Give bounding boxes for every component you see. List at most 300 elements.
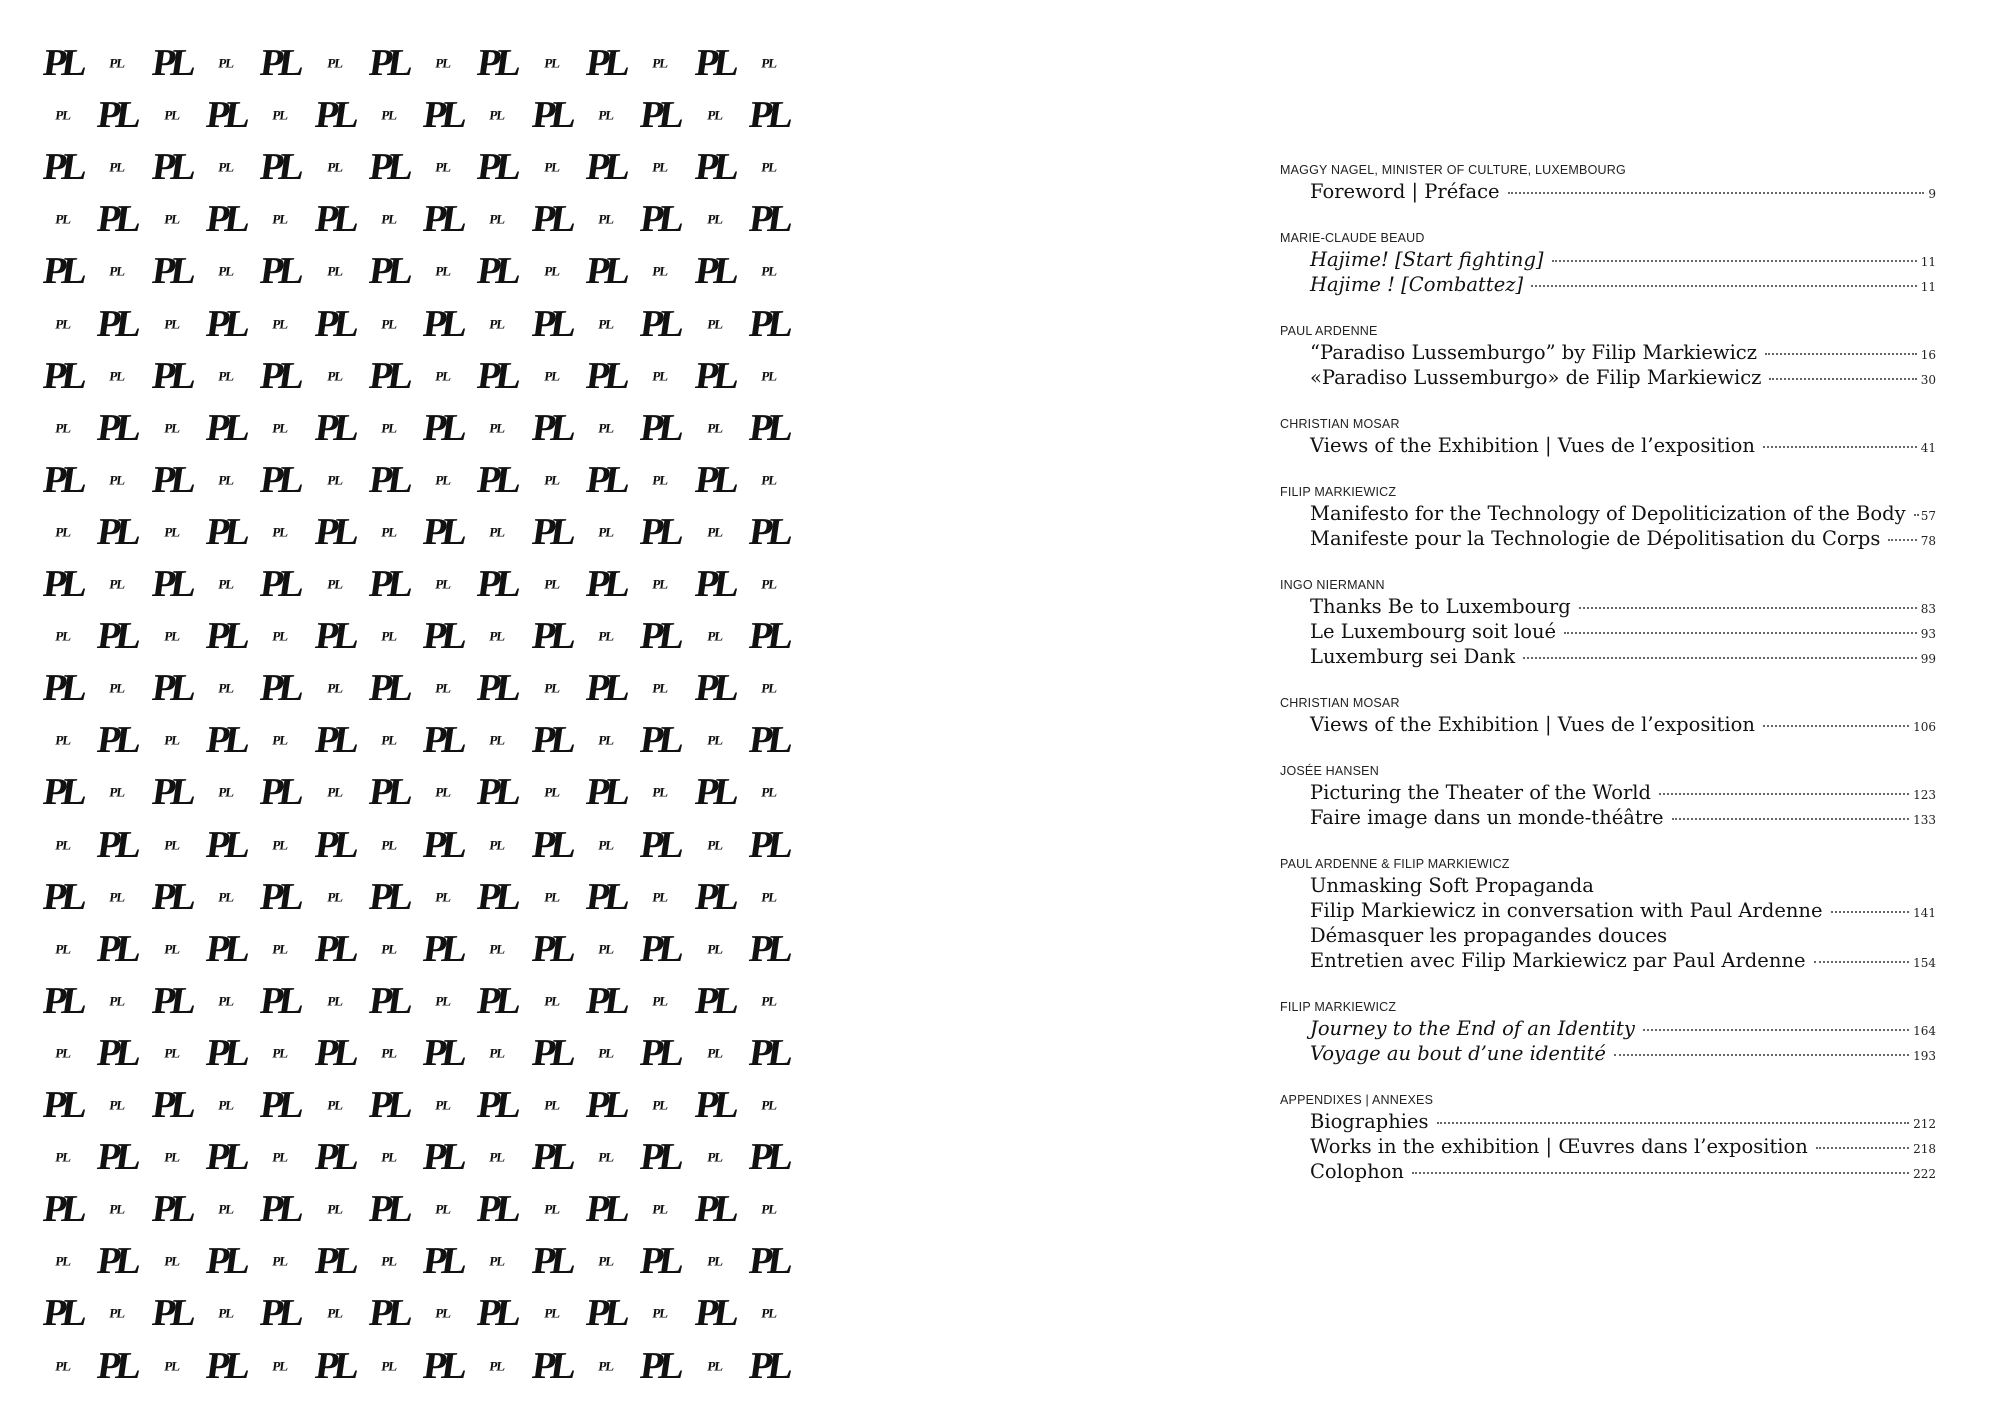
pl-monogram-small: PL bbox=[651, 55, 669, 71]
pl-monogram-small: PL bbox=[706, 1358, 723, 1373]
pl-monogram-small: PL bbox=[760, 889, 778, 905]
pl-monogram-small: PL bbox=[543, 263, 561, 279]
pl-monogram-small: PL bbox=[434, 576, 452, 592]
toc-entry[interactable] bbox=[1310, 1016, 1936, 1041]
pl-monogram-small: PL bbox=[326, 55, 343, 71]
toc-entry[interactable] bbox=[1310, 780, 1936, 805]
pl-monogram-small: PL bbox=[706, 837, 723, 852]
toc-entry-title: “Paradiso Lussemburgo” by Filip Markiewicz bbox=[1310, 341, 1758, 364]
pl-monogram-large: PL bbox=[366, 667, 412, 710]
pl-monogram-large: PL bbox=[475, 42, 520, 84]
pl-monogram-large: PL bbox=[149, 458, 194, 501]
pl-monogram-small: PL bbox=[434, 55, 452, 71]
dot-leader bbox=[1672, 818, 1910, 820]
pl-monogram-small: PL bbox=[651, 1305, 669, 1321]
pl-monogram-small: PL bbox=[326, 784, 343, 800]
pl-monogram-small: PL bbox=[380, 524, 398, 540]
pl-monogram-small: PL bbox=[760, 784, 778, 800]
dot-leader bbox=[1814, 961, 1910, 963]
pl-monogram-large: PL bbox=[257, 979, 303, 1022]
pl-monogram-small: PL bbox=[271, 837, 289, 852]
pl-monogram-large: PL bbox=[203, 719, 249, 762]
pl-monogram-small: PL bbox=[326, 472, 343, 488]
pl-monogram-small: PL bbox=[380, 211, 398, 227]
pl-monogram-small: PL bbox=[760, 263, 778, 279]
pl-monogram-small: PL bbox=[54, 628, 72, 644]
pl-monogram-small: PL bbox=[489, 837, 506, 852]
toc-entry[interactable] bbox=[1310, 712, 1936, 737]
pl-monogram-large: PL bbox=[95, 1240, 140, 1283]
pl-monogram-large: PL bbox=[420, 1240, 466, 1283]
pl-monogram-small: PL bbox=[217, 159, 235, 175]
dot-leader bbox=[1888, 539, 1916, 541]
toc-author: MAGGY NAGEL, MINISTER OF CULTURE, LUXEMBOURG bbox=[1280, 163, 1626, 177]
toc-author: JOSÉE HANSEN bbox=[1280, 764, 1379, 778]
pl-monogram-small: PL bbox=[434, 368, 452, 384]
pl-monogram-small: PL bbox=[108, 993, 126, 1009]
pl-monogram-large: PL bbox=[40, 354, 86, 397]
toc-entry[interactable] bbox=[1310, 594, 1936, 619]
pl-monogram-small: PL bbox=[434, 472, 452, 488]
pl-monogram-large: PL bbox=[692, 354, 737, 397]
pl-monogram-small: PL bbox=[706, 316, 723, 331]
pl-monogram-large: PL bbox=[638, 94, 683, 137]
pl-monogram-small: PL bbox=[108, 1305, 126, 1321]
pl-monogram-large: PL bbox=[583, 771, 629, 814]
toc-entry-title: Unmasking Soft Propaganda bbox=[1310, 874, 1594, 897]
pl-monogram-small: PL bbox=[163, 420, 180, 436]
pl-monogram-large: PL bbox=[366, 875, 412, 918]
pl-monogram-small: PL bbox=[597, 420, 615, 436]
pl-monogram-small: PL bbox=[217, 55, 235, 71]
pl-monogram-large: PL bbox=[95, 719, 140, 762]
pl-monogram-small: PL bbox=[489, 524, 506, 540]
pl-monogram-large: PL bbox=[692, 667, 737, 710]
toc-entry[interactable] bbox=[1310, 179, 1936, 204]
pl-monogram-small: PL bbox=[163, 732, 180, 748]
dot-leader bbox=[1523, 657, 1917, 659]
pl-monogram-small: PL bbox=[760, 472, 778, 488]
pl-monogram-large: PL bbox=[95, 615, 140, 658]
pl-monogram-small: PL bbox=[706, 107, 723, 123]
pl-monogram-large: PL bbox=[475, 667, 520, 710]
dot-leader bbox=[1816, 1147, 1909, 1149]
pl-monogram-large: PL bbox=[475, 1084, 520, 1126]
pl-monogram-large: PL bbox=[583, 354, 629, 397]
pl-monogram-large: PL bbox=[257, 771, 303, 814]
pl-monogram-large: PL bbox=[475, 875, 520, 918]
pl-monogram-large: PL bbox=[203, 823, 249, 866]
pl-monogram-large: PL bbox=[203, 1240, 249, 1283]
pl-monogram-large: PL bbox=[95, 1031, 140, 1074]
pl-monogram-small: PL bbox=[380, 420, 398, 436]
pl-monogram-large: PL bbox=[583, 146, 629, 189]
pl-monogram-large: PL bbox=[420, 1031, 466, 1074]
toc-entry[interactable] bbox=[1310, 340, 1936, 365]
pl-monogram-large: PL bbox=[203, 615, 249, 658]
pl-monogram-large: PL bbox=[366, 458, 412, 501]
pl-monogram-large: PL bbox=[475, 771, 520, 814]
pl-monogram-small: PL bbox=[108, 680, 126, 696]
pl-monogram-small: PL bbox=[434, 680, 452, 696]
pl-monogram-small: PL bbox=[380, 107, 398, 123]
pl-monogram-small: PL bbox=[108, 159, 126, 175]
pl-monogram-large: PL bbox=[746, 198, 792, 241]
dot-leader bbox=[1564, 632, 1917, 634]
pl-monogram-large: PL bbox=[638, 302, 683, 345]
pl-monogram-small: PL bbox=[543, 472, 561, 488]
pl-monogram-small: PL bbox=[380, 1149, 398, 1165]
pl-monogram-large: PL bbox=[420, 94, 466, 137]
pl-monogram-small: PL bbox=[54, 1358, 72, 1373]
toc-entry-title: Views of the Exhibition | Vues de l’exposition bbox=[1310, 434, 1755, 457]
pl-monogram-small: PL bbox=[597, 524, 615, 540]
toc-entry[interactable] bbox=[1310, 1041, 1936, 1066]
pl-monogram-large: PL bbox=[746, 1240, 792, 1283]
pl-monogram-large: PL bbox=[257, 250, 303, 293]
pl-monogram-small: PL bbox=[271, 1358, 289, 1373]
pl-monogram-large: PL bbox=[638, 1031, 683, 1074]
pl-monogram-small: PL bbox=[434, 1305, 452, 1321]
pl-monogram-small: PL bbox=[597, 732, 615, 748]
pl-monogram-large: PL bbox=[529, 719, 574, 762]
pl-monogram-small: PL bbox=[760, 1305, 778, 1321]
pl-monogram-small: PL bbox=[217, 1305, 235, 1321]
pl-monogram-large: PL bbox=[312, 823, 357, 866]
pl-monogram-small: PL bbox=[543, 1305, 561, 1321]
pl-monogram-small: PL bbox=[434, 263, 452, 279]
toc-page-number: 11 bbox=[1920, 255, 1936, 269]
pl-monogram-large: PL bbox=[149, 667, 194, 710]
pl-monogram-small: PL bbox=[163, 211, 180, 227]
pl-monogram-small: PL bbox=[108, 889, 126, 905]
pl-monogram-large: PL bbox=[257, 458, 303, 501]
pl-monogram-large: PL bbox=[420, 1344, 466, 1387]
pl-monogram-small: PL bbox=[434, 1097, 452, 1113]
pl-monogram-large: PL bbox=[583, 458, 629, 501]
pl-monogram-large: PL bbox=[203, 1031, 249, 1074]
pl-monogram-small: PL bbox=[489, 316, 506, 331]
pl-monogram-large: PL bbox=[366, 146, 412, 189]
toc-entry[interactable] bbox=[1310, 501, 1936, 526]
pl-monogram-large: PL bbox=[95, 1344, 140, 1387]
pl-monogram-small: PL bbox=[271, 1045, 289, 1061]
pl-monogram-small: PL bbox=[543, 993, 561, 1009]
pl-monogram-small: PL bbox=[54, 524, 72, 540]
pl-monogram-large: PL bbox=[312, 1031, 357, 1074]
toc-author: PAUL ARDENNE & FILIP MARKIEWICZ bbox=[1280, 857, 1510, 871]
pl-monogram-small: PL bbox=[163, 1045, 180, 1061]
pl-monogram-large: PL bbox=[583, 667, 629, 710]
pl-monogram-large: PL bbox=[638, 1240, 683, 1283]
pl-monogram-small: PL bbox=[543, 1201, 561, 1217]
pl-monogram-small: PL bbox=[543, 680, 561, 696]
pl-monogram-large: PL bbox=[312, 406, 357, 449]
toc-author: CHRISTIAN MOSAR bbox=[1280, 417, 1400, 431]
toc-page-number: 106 bbox=[1913, 720, 1936, 734]
pl-monogram-small: PL bbox=[651, 993, 669, 1009]
pl-monogram-small: PL bbox=[217, 1097, 235, 1113]
pl-monogram-small: PL bbox=[760, 55, 778, 71]
toc-author: INGO NIERMANN bbox=[1280, 578, 1385, 592]
pl-monogram-small: PL bbox=[54, 1149, 72, 1165]
toc-author: FILIP MARKIEWICZ bbox=[1280, 485, 1397, 499]
pl-monogram-large: PL bbox=[149, 1292, 194, 1335]
pl-monogram-small: PL bbox=[651, 1097, 669, 1113]
pl-monogram-large: PL bbox=[203, 927, 249, 970]
pl-monogram-small: PL bbox=[326, 1201, 343, 1217]
pl-monogram-small: PL bbox=[543, 576, 561, 592]
toc-entry[interactable] bbox=[1310, 644, 1936, 669]
toc-entry-title: Foreword | Préface bbox=[1310, 180, 1500, 203]
pl-monogram-small: PL bbox=[543, 55, 561, 71]
pl-monogram-large: PL bbox=[203, 94, 249, 137]
pl-monogram-large: PL bbox=[149, 979, 194, 1022]
pl-monogram-small: PL bbox=[706, 1045, 723, 1061]
pl-monogram-large: PL bbox=[257, 875, 303, 918]
pl-monogram-small: PL bbox=[380, 316, 398, 331]
pl-monogram-small: PL bbox=[489, 107, 506, 123]
pl-monogram-large: PL bbox=[40, 1292, 86, 1335]
pl-monogram-large: PL bbox=[529, 927, 574, 970]
toc-entry[interactable] bbox=[1310, 526, 1936, 551]
pl-monogram-small: PL bbox=[163, 1358, 180, 1373]
pl-monogram-large: PL bbox=[638, 719, 683, 762]
pl-monogram-small: PL bbox=[380, 837, 398, 852]
pl-monogram-small: PL bbox=[163, 524, 180, 540]
dot-leader bbox=[1763, 446, 1917, 448]
toc-section bbox=[1280, 856, 1940, 973]
pl-monogram-small: PL bbox=[54, 1045, 72, 1061]
pl-monogram-large: PL bbox=[149, 1188, 194, 1231]
pl-monogram-small: PL bbox=[380, 732, 398, 748]
pl-monogram-small: PL bbox=[163, 107, 180, 123]
toc-entry[interactable] bbox=[1310, 619, 1936, 644]
toc-section bbox=[1280, 577, 1940, 669]
pl-monogram-large: PL bbox=[149, 1084, 194, 1126]
toc-entry-title: Journey to the End of an Identity bbox=[1310, 1017, 1635, 1040]
pl-monogram-small: PL bbox=[597, 1149, 615, 1165]
dot-leader bbox=[1531, 285, 1917, 287]
pl-monogram-large: PL bbox=[475, 458, 520, 501]
pl-monogram-large: PL bbox=[95, 823, 140, 866]
pl-monogram-small: PL bbox=[54, 1253, 72, 1269]
dot-leader bbox=[1412, 1172, 1909, 1174]
pl-monogram-large: PL bbox=[529, 406, 574, 449]
pl-monogram-small: PL bbox=[380, 941, 398, 957]
toc-section bbox=[1280, 162, 1940, 204]
pl-monogram-large: PL bbox=[420, 302, 466, 345]
pl-monogram-large: PL bbox=[638, 927, 683, 970]
toc-page-number: 93 bbox=[1920, 627, 1936, 641]
pl-monogram-large: PL bbox=[420, 510, 466, 553]
pl-monogram-small: PL bbox=[380, 1045, 398, 1061]
pl-monogram-small: PL bbox=[706, 732, 723, 748]
pl-monogram-large: PL bbox=[583, 875, 629, 918]
pl-monogram-large: PL bbox=[475, 1292, 520, 1335]
pl-monogram-large: PL bbox=[692, 458, 737, 501]
toc-page-number: 212 bbox=[1913, 1117, 1936, 1131]
pl-monogram-large: PL bbox=[475, 563, 520, 605]
toc-entry[interactable] bbox=[1310, 1134, 1936, 1159]
toc-page-number: 141 bbox=[1913, 906, 1936, 920]
pl-monogram-small: PL bbox=[651, 576, 669, 592]
pl-monogram-large: PL bbox=[257, 42, 303, 84]
pl-monogram-large: PL bbox=[40, 146, 86, 189]
pl-monogram-small: PL bbox=[597, 941, 615, 957]
toc-section bbox=[1280, 230, 1940, 297]
pl-monogram-large: PL bbox=[529, 823, 574, 866]
pl-monogram-small: PL bbox=[597, 1358, 615, 1373]
toc-entry[interactable] bbox=[1310, 923, 1936, 948]
pl-monogram-large: PL bbox=[366, 42, 412, 84]
toc-entry[interactable] bbox=[1310, 247, 1936, 272]
pl-monogram-small: PL bbox=[651, 889, 669, 905]
pl-monogram-large: PL bbox=[149, 354, 194, 397]
pl-monogram-small: PL bbox=[217, 993, 235, 1009]
pl-monogram-small: PL bbox=[651, 472, 669, 488]
pl-monogram-small: PL bbox=[271, 211, 289, 227]
pl-monogram-small: PL bbox=[434, 993, 452, 1009]
pl-monogram-large: PL bbox=[257, 146, 303, 189]
pl-monogram-large: PL bbox=[529, 615, 574, 658]
toc-entry[interactable] bbox=[1310, 1109, 1936, 1134]
pl-monogram-large: PL bbox=[312, 719, 357, 762]
pl-monogram-large: PL bbox=[692, 1188, 737, 1231]
toc-entry[interactable] bbox=[1310, 873, 1936, 898]
pl-monogram-small: PL bbox=[489, 1253, 506, 1269]
pl-monogram-small: PL bbox=[597, 1253, 615, 1269]
pl-monogram-small: PL bbox=[706, 1149, 723, 1165]
toc-page-number: 218 bbox=[1913, 1142, 1936, 1156]
pl-monogram-small: PL bbox=[434, 159, 452, 175]
toc-entry[interactable] bbox=[1310, 272, 1936, 297]
toc-entry-title: Works in the exhibition | Œuvres dans l’exposition bbox=[1310, 1135, 1808, 1158]
pl-monogram-large: PL bbox=[692, 42, 737, 84]
pl-monogram-large: PL bbox=[95, 406, 140, 449]
pl-monogram-large: PL bbox=[149, 42, 194, 84]
pl-monogram-large: PL bbox=[203, 302, 249, 345]
pl-monogram-small: PL bbox=[326, 368, 343, 384]
pl-monogram-small: PL bbox=[597, 107, 615, 123]
pl-monogram-large: PL bbox=[638, 1136, 683, 1179]
pl-monogram-large: PL bbox=[40, 250, 86, 293]
pl-monogram-large: PL bbox=[583, 563, 629, 605]
toc-section bbox=[1280, 323, 1940, 390]
pl-monogram-large: PL bbox=[366, 771, 412, 814]
toc-page-number: 41 bbox=[1920, 441, 1936, 455]
pl-monogram-large: PL bbox=[746, 406, 792, 449]
pl-monogram-small: PL bbox=[108, 55, 126, 71]
pl-monogram-large: PL bbox=[95, 198, 140, 241]
toc-author: CHRISTIAN MOSAR bbox=[1280, 696, 1400, 710]
toc-entry[interactable] bbox=[1310, 433, 1936, 458]
pl-monogram-large: PL bbox=[95, 94, 140, 137]
toc-author: FILIP MARKIEWICZ bbox=[1280, 1000, 1397, 1014]
pl-monogram-large: PL bbox=[40, 979, 86, 1022]
dot-leader bbox=[1579, 607, 1917, 609]
pl-monogram-large: PL bbox=[40, 458, 86, 501]
toc-entry-title: Démasquer les propagandes douces bbox=[1310, 924, 1668, 947]
pl-monogram-small: PL bbox=[326, 993, 343, 1009]
pl-monogram-small: PL bbox=[543, 1097, 561, 1113]
pl-monogram-large: PL bbox=[312, 198, 357, 241]
toc-author: MARIE-CLAUDE BEAUD bbox=[1280, 231, 1425, 245]
pl-monogram-large: PL bbox=[312, 615, 357, 658]
toc-page-number: 30 bbox=[1920, 373, 1936, 387]
pl-monogram-large: PL bbox=[583, 979, 629, 1022]
toc-page-number: 78 bbox=[1920, 534, 1936, 548]
pl-monogram-large: PL bbox=[638, 406, 683, 449]
toc-page-number: 83 bbox=[1920, 602, 1936, 616]
toc-entry[interactable] bbox=[1310, 898, 1936, 923]
pl-monogram-large: PL bbox=[40, 771, 86, 814]
pl-monogram-large: PL bbox=[529, 94, 574, 137]
pl-monogram-large: PL bbox=[475, 354, 520, 397]
pl-monogram-large: PL bbox=[638, 823, 683, 866]
pl-monogram-large: PL bbox=[95, 302, 140, 345]
pl-monogram-large: PL bbox=[583, 250, 629, 293]
toc-entry[interactable] bbox=[1310, 948, 1936, 973]
pl-monogram-small: PL bbox=[54, 837, 72, 852]
pl-monogram-small: PL bbox=[217, 889, 235, 905]
pl-monogram-large: PL bbox=[692, 1084, 737, 1126]
toc-entry-title: Faire image dans un monde-théâtre bbox=[1310, 806, 1664, 829]
pl-monogram-large: PL bbox=[638, 510, 683, 553]
pl-monogram-large: PL bbox=[312, 927, 357, 970]
toc-page-number: 133 bbox=[1913, 813, 1936, 827]
pl-monogram-large: PL bbox=[95, 927, 140, 970]
pl-monogram-small: PL bbox=[543, 889, 561, 905]
pl-monogram-large: PL bbox=[692, 563, 737, 605]
pl-monogram-large: PL bbox=[40, 563, 86, 605]
toc-author: PAUL ARDENNE bbox=[1280, 324, 1378, 338]
dot-leader bbox=[1914, 514, 1917, 516]
pl-monogram-large: PL bbox=[366, 1084, 412, 1126]
pl-monogram-small: PL bbox=[108, 1097, 126, 1113]
pl-monogram-large: PL bbox=[366, 1292, 412, 1335]
pl-monogram-small: PL bbox=[380, 628, 398, 644]
pl-monogram-large: PL bbox=[257, 354, 303, 397]
toc-entry-title: Biographies bbox=[1310, 1110, 1429, 1133]
pl-monogram-large: PL bbox=[475, 250, 520, 293]
pl-monogram-small: PL bbox=[489, 941, 506, 957]
pl-monogram-large: PL bbox=[692, 1292, 737, 1335]
toc-entry-title: Hajime ! [Combattez] bbox=[1310, 273, 1524, 296]
pl-monogram-large: PL bbox=[638, 1344, 683, 1387]
pl-monogram-small: PL bbox=[217, 784, 235, 800]
pl-monogram-large: PL bbox=[257, 1188, 303, 1231]
pl-monogram-large: PL bbox=[312, 302, 357, 345]
pl-monogram-large: PL bbox=[746, 719, 792, 762]
pl-monogram-large: PL bbox=[746, 615, 792, 658]
toc-entry[interactable] bbox=[1310, 805, 1936, 830]
pl-monogram-small: PL bbox=[706, 628, 723, 644]
toc-page-number: 9 bbox=[1928, 187, 1936, 201]
pl-monogram-small: PL bbox=[108, 368, 126, 384]
toc-entry[interactable] bbox=[1310, 365, 1936, 390]
toc-entry[interactable] bbox=[1310, 1159, 1936, 1184]
pl-monogram-small: PL bbox=[489, 420, 506, 436]
monogram-pattern bbox=[0, 0, 990, 1412]
pl-monogram-small: PL bbox=[163, 316, 180, 331]
pl-monogram-large: PL bbox=[203, 198, 249, 241]
toc-entry-title: Picturing the Theater of the World bbox=[1310, 781, 1652, 804]
pl-monogram-large: PL bbox=[692, 250, 737, 293]
pl-monogram-small: PL bbox=[217, 680, 235, 696]
pl-monogram-small: PL bbox=[651, 263, 669, 279]
pl-monogram-large: PL bbox=[312, 1344, 357, 1387]
